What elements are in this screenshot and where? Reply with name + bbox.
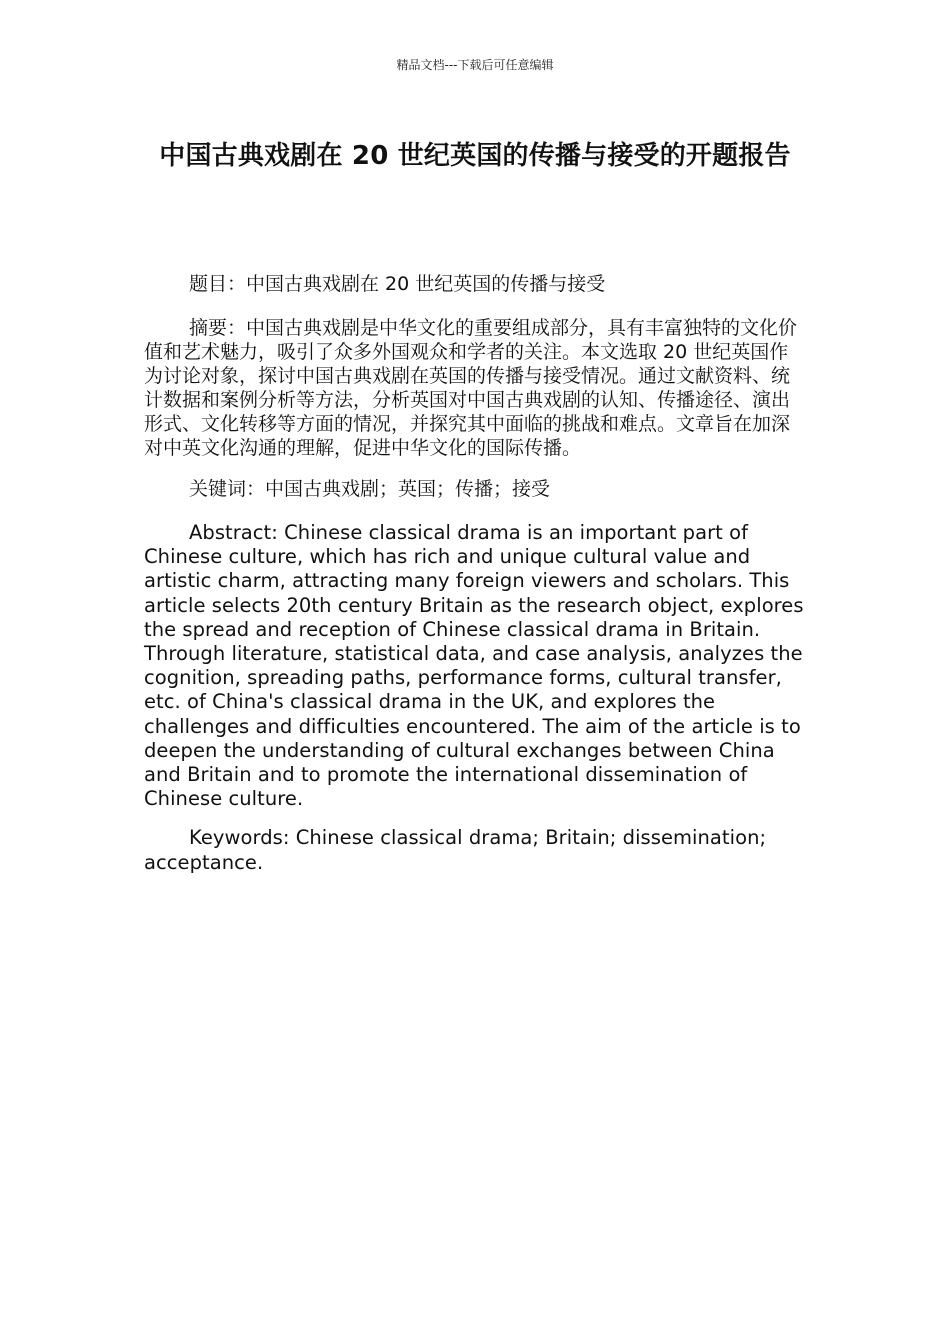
page-header: 精品文档---下载后可任意编辑 — [396, 58, 554, 72]
english-keywords-paragraph: Keywords: Chinese classical drama; Britain; dissemination; acceptance. — [144, 826, 767, 874]
chinese-keywords-paragraph: 关键词：中国古典戏剧；英国；传播；接受 — [189, 478, 551, 500]
topic-paragraph: 题目：中国古典戏剧在 20 世纪英国的传播与接受 — [189, 273, 606, 295]
english-abstract-paragraph: Abstract: Chinese classical drama is an important part of Chinese culture, which has rich and unique cultural value and artistic charm, attracting many foreign viewers and scholars. This article selects 20th century Britain as the research object, explores the spread and reception of Chinese classical drama in Britain. Through literature, statistical data, and case analysis, analyzes the cognition, spreading paths, performance forms, cultural transfer, etc. of China's classical drama in the UK, and explores the challenges and difficulties encountered. The aim of the article is to deepen the understanding of cultural exchanges between China and Britain and to promote the international dissemination of Chinese culture. — [144, 521, 804, 811]
document-body — [144, 272, 806, 875]
document-title: 中国古典戏剧在 20 世纪英国的传播与接受的开题报告 — [159, 141, 791, 171]
chinese-abstract-paragraph: 摘要：中国古典戏剧是中华文化的重要组成部分，具有丰富独特的文化价值和艺术魅力，吸引了众多外国观众和学者的关注。本文选取 20 世纪英国作为讨论对象，探讨中国古典戏剧在英国的传播与接受情况。通过文献资料、统计数据和案例分析等方法，分析英国对中国古典戏剧的认知、传播途径、演出形式、文化转移等方面的情况，并探究其中面临的挑战和难点。文章旨在加深对中英文化沟通的理解，促进中华文化的国际传播。 — [144, 317, 798, 459]
